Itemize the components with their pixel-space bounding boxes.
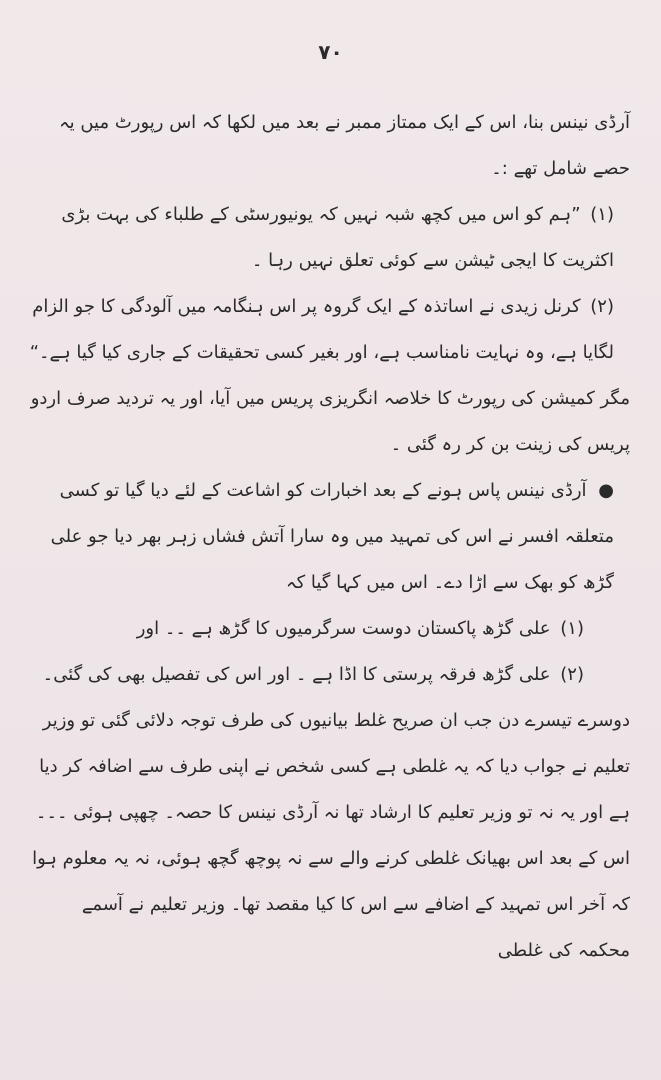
paragraph-text: آرڈی نینس بنا، اس کے ایک ممتاز ممبر نے بعد میں لکھا کہ اس رپورٹ میں یہ حصے شامل تھے :۔ (59, 112, 630, 179)
paragraph-text: دوسرے تیسرے دن جب ان صریح غلط بیانیوں کی طرف توجہ دلائی گئی تو وزیر تعلیم نے جواب دیا کہ یہ غلطی ہے کسی شخص نے اپنی طرف سے اضافہ کر دیا ہے اور یہ نہ تو وزیر تعلیم کا ارشاد تھا نہ آرڈی نینس کا حصہ۔ چھپی ہوئی ۔۔۔ اس کے بعد اس بھیانک غلطی کرنے والے سے نہ پوچھ گچھ ہوئی، نہ یہ معلوم ہوا کہ آخر اس تمہید کے اضافے سے اس کا کیا مقصد تھا۔ وزیر تعلیم نے آسمے محکمہ کی غلطی (32, 710, 630, 961)
quoted-point-1 (28, 192, 630, 284)
paragraph-text: ”ہم کو اس میں کچھ شبہ نہیں کہ یونیورسٹی کے طلباء کی بہت بڑی اکثریت کا ایجی ٹیشن سے کوئی تعلق نہیں رہا ۔ (61, 204, 614, 271)
paragraph-text: مگر کمیشن کی رپورٹ کا خلاصہ انگریزی پریس میں آیا، اور یہ تردید صرف اردو پریس کی زینت بن کر رہ گئی ۔ (30, 388, 630, 455)
page-body (28, 100, 630, 974)
page-number: ۷۰ (318, 40, 343, 64)
paragraph-text: علی گڑھ فرقہ پرستی کا اڈا ہے ۔ اور اس کی تفصیل بھی کی گئی۔ (42, 664, 551, 685)
bullet-icon: ● (598, 480, 614, 501)
paragraph-text: علی گڑھ پاکستان دوست سرگرمیوں کا گڑھ ہے ۔۔ اور (136, 618, 551, 639)
paragraph-commission (28, 376, 630, 468)
paragraph-ordinance-bullet (28, 468, 630, 606)
claim-point-2 (28, 652, 630, 698)
list-number: (۲) (590, 296, 614, 317)
paragraph-text: کرنل زیدی نے اساتذہ کے ایک گروہ پر اس ہنگامہ میں آلودگی کا جو الزام لگایا ہے، وہ نہایت نامناسب ہے، اور بغیر کسی تحقیقات کے جاری کیا گیا ہے۔“ (29, 296, 614, 363)
paragraph-minister (28, 698, 630, 974)
list-number: (۱) (590, 204, 614, 225)
claim-point-1 (28, 606, 630, 652)
list-number: (۲) (560, 664, 584, 685)
paragraph-intro (28, 100, 630, 192)
list-number: (۱) (560, 618, 584, 639)
quoted-point-2 (28, 284, 630, 376)
paragraph-text: آرڈی نینس پاس ہونے کے بعد اخبارات کو اشاعت کے لئے دیا گیا تو کسی متعلقہ افسر نے اس کی تمہید میں وہ سارا آتش فشاں زہر بھر دیا جو علی گڑھ کو بھک سے اڑا دے۔ اس میں کہا گیا کہ (50, 480, 614, 593)
